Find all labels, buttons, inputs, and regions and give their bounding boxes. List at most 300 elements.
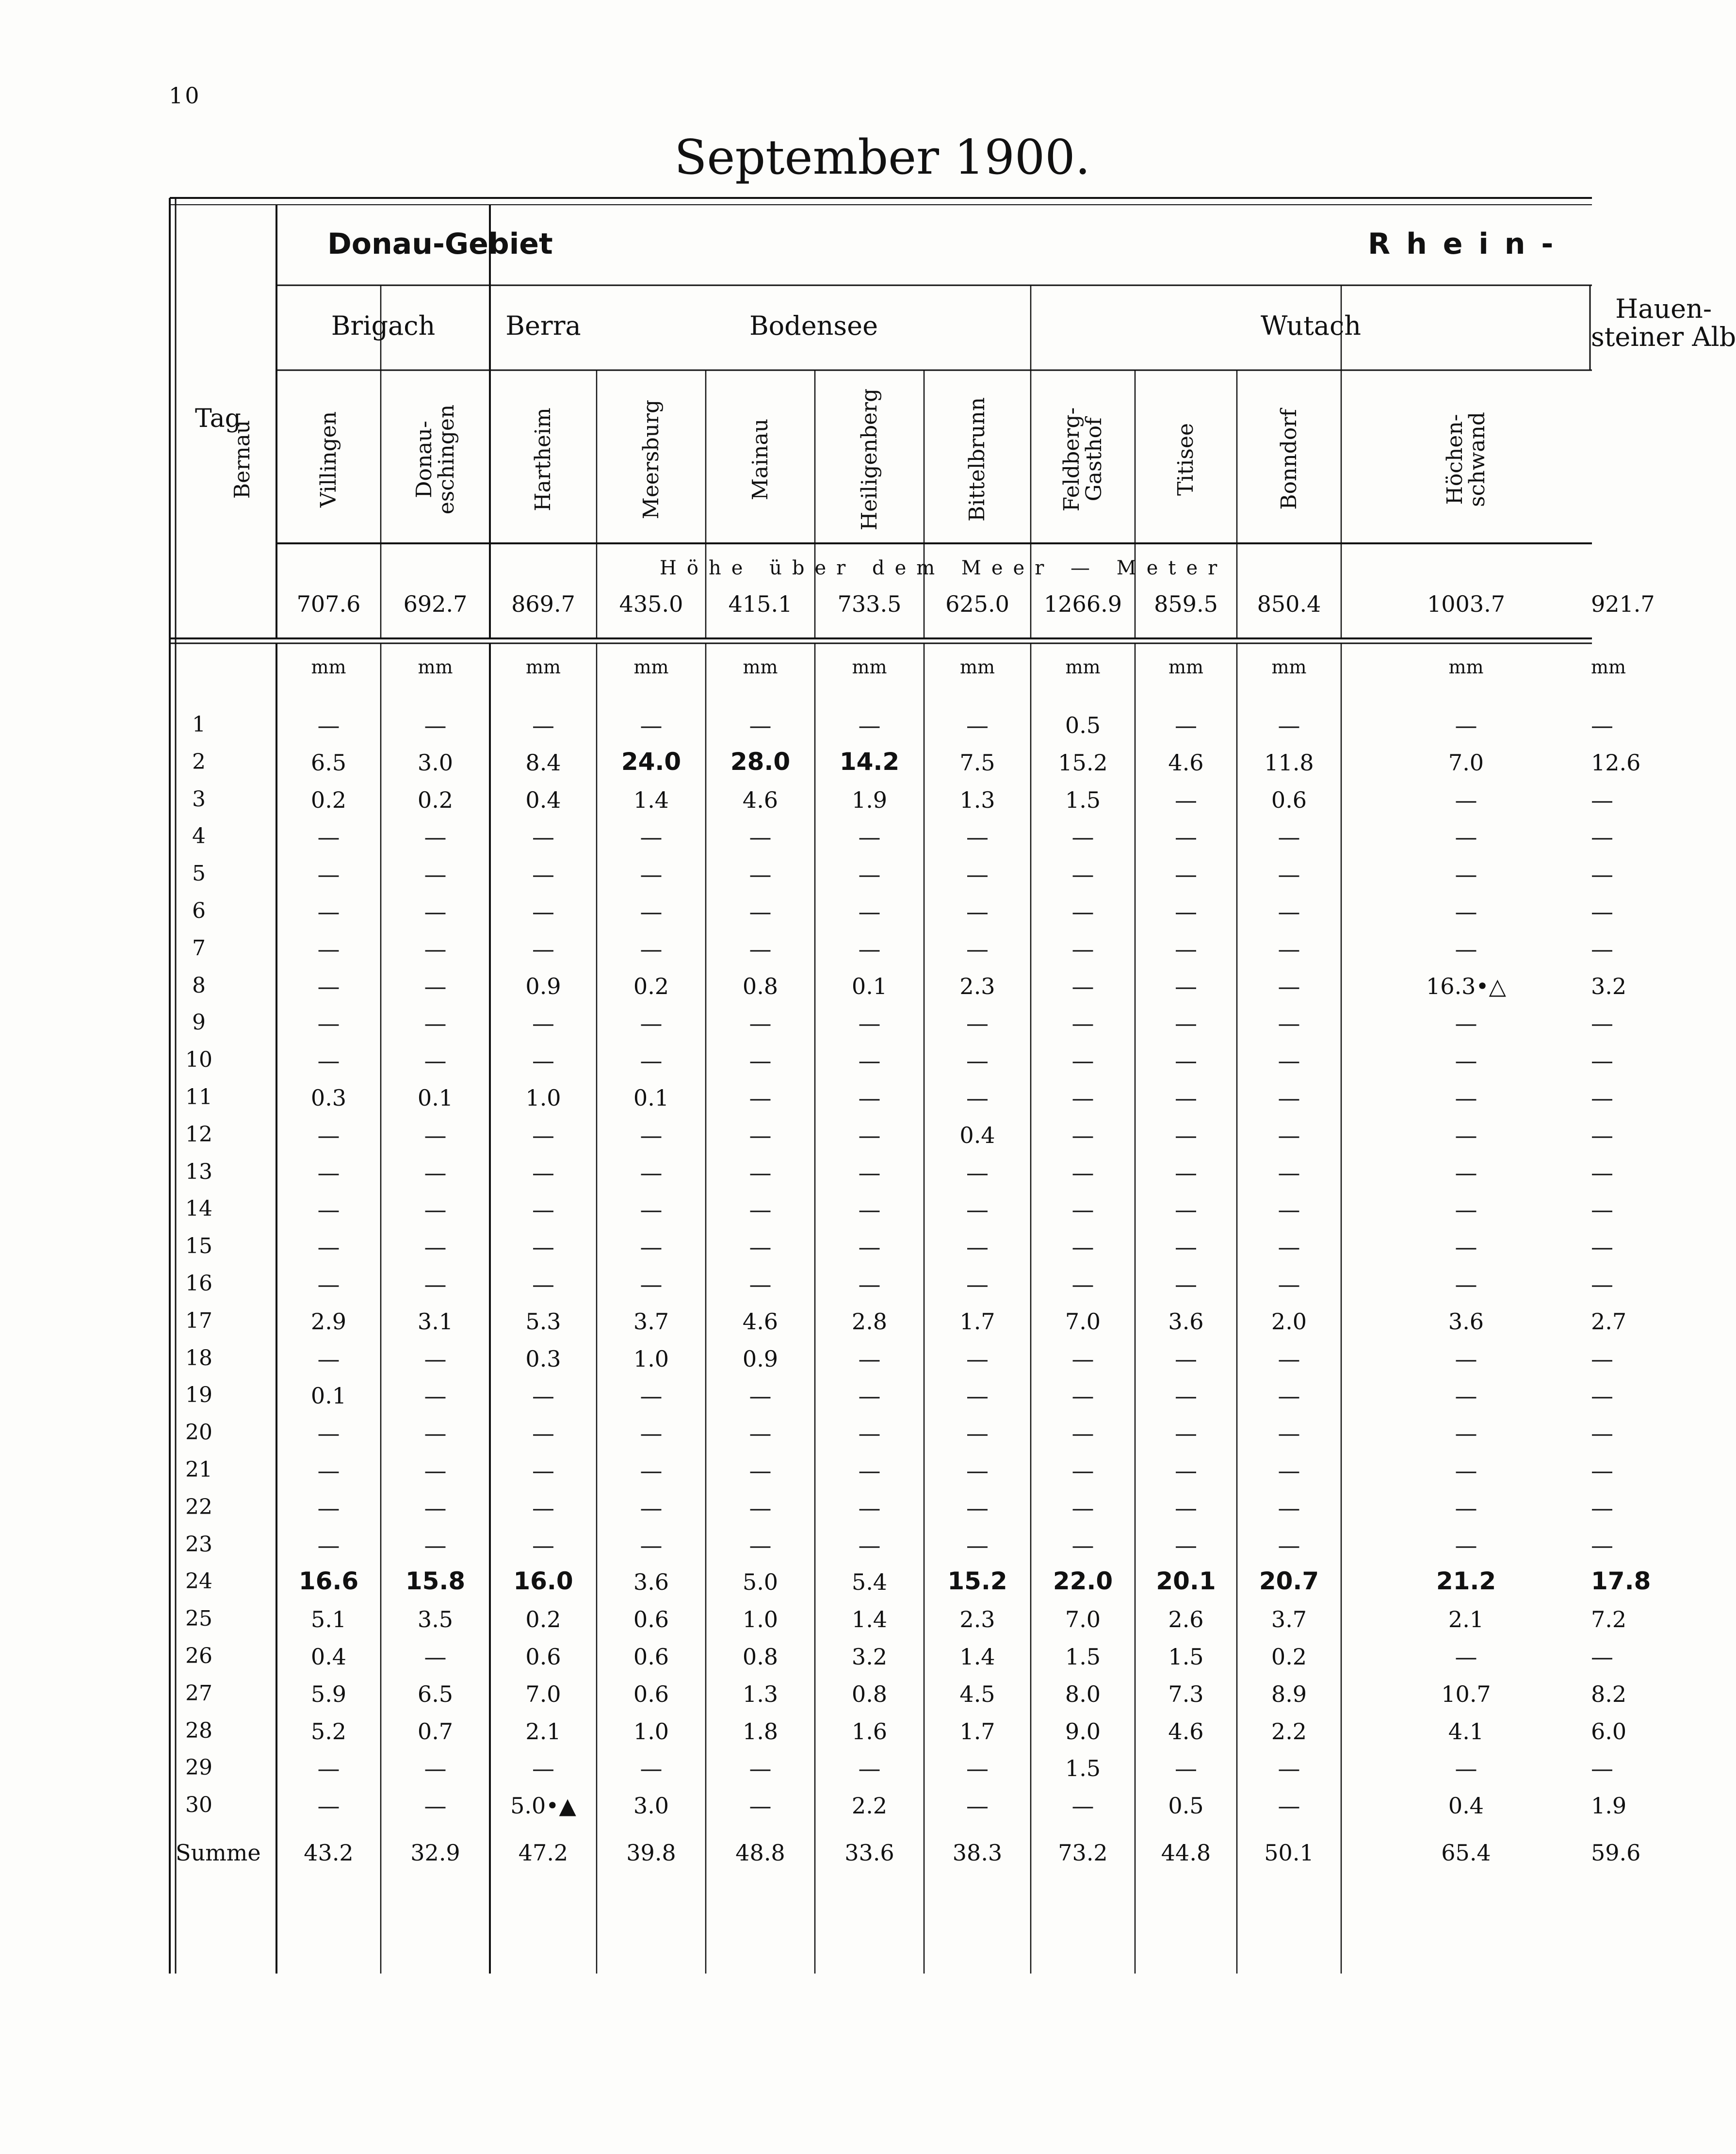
unit-label: mm <box>959 656 995 678</box>
table-cell: 7.0 <box>1065 1308 1101 1335</box>
table-cell: — <box>1455 1122 1477 1148</box>
table-cell: 0.8 <box>851 1681 888 1707</box>
station-elevation: 869.7 <box>511 591 575 617</box>
table-cell: — <box>749 1532 772 1558</box>
summe-value: 32.9 <box>410 1840 460 1866</box>
table-cell: 0.5 <box>1168 1793 1204 1819</box>
group-rhein: R h e i n - <box>1368 227 1557 261</box>
unit-label: mm <box>852 656 887 678</box>
day-label: 5 <box>192 861 206 886</box>
table-cell: — <box>1278 1047 1300 1074</box>
station-elevation: 850.4 <box>1257 591 1321 617</box>
table-cell: — <box>640 861 663 888</box>
table-cell: 0.2 <box>525 1606 561 1633</box>
table-cell: — <box>424 1010 447 1037</box>
table-cell: 0.4 <box>1448 1793 1484 1819</box>
river-header: Berra <box>505 310 581 341</box>
table-cell: — <box>966 1159 989 1186</box>
table-cell: 3.6 <box>1448 1308 1484 1335</box>
table-cell: — <box>1455 898 1477 925</box>
table-cell: — <box>749 1196 772 1223</box>
table-cell: 0.1 <box>310 1383 347 1409</box>
table-cell: 2.1 <box>1448 1606 1484 1633</box>
table-cell: 7.0 <box>525 1681 561 1707</box>
table-cell: — <box>1591 1159 1613 1186</box>
table-cell: — <box>966 1047 989 1074</box>
day-label: 14 <box>185 1196 212 1222</box>
table-cell: — <box>1591 1010 1613 1037</box>
day-label: 21 <box>185 1457 212 1482</box>
table-cell: 0.1 <box>417 1085 454 1111</box>
station-elevation: 435.0 <box>619 591 683 617</box>
table-cell: — <box>532 1234 554 1260</box>
station-header: Höchen- schwand <box>1442 411 1490 507</box>
table-cell: 1.4 <box>851 1606 888 1633</box>
table-cell: — <box>424 1383 447 1409</box>
table-cell: — <box>640 1010 663 1037</box>
table-cell: 17.8 <box>1591 1567 1651 1596</box>
table-cell: — <box>1455 1494 1477 1521</box>
table-cell: — <box>424 973 447 999</box>
table-cell: — <box>1278 1457 1300 1484</box>
table-cell: — <box>317 1494 340 1521</box>
day-label: 13 <box>185 1159 212 1184</box>
table-cell: 0.4 <box>959 1122 995 1148</box>
unit-label: mm <box>418 656 453 678</box>
summe-label: Summe <box>176 1840 261 1866</box>
table-cell: — <box>640 898 663 925</box>
table-cell: — <box>1455 712 1477 738</box>
table-cell: — <box>424 1345 447 1372</box>
table-cell: — <box>749 1234 772 1260</box>
station-header: Mainau <box>747 418 773 500</box>
table-cell: — <box>749 935 772 962</box>
table-cell: — <box>1455 1271 1477 1297</box>
table-cell: 0.1 <box>633 1085 669 1111</box>
day-label: 24 <box>185 1569 212 1594</box>
table-cell: — <box>1175 1532 1197 1558</box>
table-cell: — <box>749 1159 772 1186</box>
table-cell: — <box>858 935 881 962</box>
table-cell: — <box>1278 1383 1300 1409</box>
table-cell: — <box>1591 1644 1613 1670</box>
table-cell: — <box>1071 1271 1094 1297</box>
table-cell: 4.6 <box>1168 1718 1204 1745</box>
table-cell: — <box>1591 1532 1613 1558</box>
table-cell: 2.9 <box>310 1308 347 1335</box>
table-cell: — <box>1175 1755 1197 1782</box>
table-cell: — <box>1455 824 1477 850</box>
table-cell: 0.8 <box>742 1644 779 1670</box>
table-cell: — <box>640 1122 663 1148</box>
day-label: 12 <box>185 1122 212 1147</box>
table-cell: — <box>1591 1271 1613 1297</box>
table-cell: — <box>424 1122 447 1148</box>
table-cell: 1.7 <box>959 1718 995 1745</box>
table-cell: — <box>1591 1234 1613 1260</box>
table-cell: — <box>424 1271 447 1297</box>
table-cell: — <box>424 1532 447 1558</box>
table-cell: 12.6 <box>1591 749 1641 776</box>
table-cell: 16.6 <box>298 1567 359 1596</box>
table-cell: — <box>749 1122 772 1148</box>
unit-label: mm <box>311 656 346 678</box>
table-cell: 5.0 <box>742 1569 779 1596</box>
table-cell: — <box>532 1420 554 1447</box>
table-cell: — <box>1175 973 1197 999</box>
table-cell: 0.6 <box>1271 786 1307 813</box>
table-cell: — <box>532 1755 554 1782</box>
station-header: Feldberg- Gasthof <box>1059 407 1106 511</box>
table-cell: — <box>532 898 554 925</box>
table-cell: — <box>1591 1383 1613 1409</box>
table-cell: — <box>1278 1196 1300 1223</box>
group-donau-gebiet: Donau-Gebiet <box>327 227 553 261</box>
day-label: 28 <box>185 1718 212 1743</box>
table-cell: — <box>1591 1420 1613 1447</box>
table-cell: — <box>1455 1420 1477 1447</box>
day-label: 6 <box>192 898 206 923</box>
summe-value: 39.8 <box>626 1840 676 1866</box>
table-cell: — <box>749 1755 772 1782</box>
unit-label: mm <box>1271 656 1307 678</box>
table-cell: — <box>1175 898 1197 925</box>
table-cell: — <box>966 1196 989 1223</box>
table-cell: 2.2 <box>1271 1718 1307 1745</box>
table-cell: 6.5 <box>310 749 347 776</box>
table-cell: — <box>317 1457 340 1484</box>
table-cell: — <box>858 861 881 888</box>
table-cell: — <box>424 1494 447 1521</box>
table-cell: 0.2 <box>1271 1644 1307 1670</box>
table-cell: — <box>1175 786 1197 813</box>
table-cell: — <box>966 1755 989 1782</box>
table-cell: — <box>1455 935 1477 962</box>
table-cell: — <box>1175 712 1197 738</box>
table-cell: — <box>1278 1755 1300 1782</box>
table-cell: 8.4 <box>525 749 561 776</box>
table-cell: 1.9 <box>851 786 888 813</box>
table-cell: — <box>1278 861 1300 888</box>
table-cell: — <box>749 1085 772 1111</box>
table-cell: — <box>424 1420 447 1447</box>
station-elevation: 921.7 <box>1591 591 1655 617</box>
table-cell: 2.6 <box>1168 1606 1204 1633</box>
table-cell: — <box>749 1457 772 1484</box>
table-cell: 0.4 <box>525 786 561 813</box>
table-cell: 1.8 <box>742 1718 779 1745</box>
hoehe-caption: Höhe über dem Meer — Meter <box>660 557 1228 579</box>
table-cell: — <box>532 712 554 738</box>
table-cell: — <box>317 1345 340 1372</box>
table-cell: — <box>532 1047 554 1074</box>
table-cell: — <box>1278 1159 1300 1186</box>
day-label: 17 <box>185 1308 212 1333</box>
table-cell: 21.2 <box>1436 1567 1496 1596</box>
table-cell: — <box>1455 1532 1477 1558</box>
summe-value: 73.2 <box>1058 1840 1108 1866</box>
table-cell: — <box>858 712 881 738</box>
table-cell: — <box>966 1085 989 1111</box>
table-cell: 7.2 <box>1591 1606 1627 1633</box>
table-cell: 4.6 <box>742 786 779 813</box>
table-cell: — <box>532 1532 554 1558</box>
unit-label: mm <box>633 656 669 678</box>
table-cell: — <box>1455 1383 1477 1409</box>
table-cell: — <box>858 1196 881 1223</box>
table-cell: — <box>966 1457 989 1484</box>
table-cell: — <box>1071 1345 1094 1372</box>
table-cell: — <box>1591 1085 1613 1111</box>
table-cell: — <box>1071 1085 1094 1111</box>
table-cell: 9.0 <box>1065 1718 1101 1745</box>
table-cell: 0.1 <box>851 973 888 999</box>
table-cell: — <box>317 935 340 962</box>
table-cell: 0.6 <box>633 1681 669 1707</box>
table-cell: — <box>966 861 989 888</box>
summe-value: 44.8 <box>1161 1840 1211 1866</box>
table-cell: 4.5 <box>959 1681 995 1707</box>
table-cell: 0.8 <box>742 973 779 999</box>
table-cell: 1.4 <box>959 1644 995 1670</box>
station-header: Bernau <box>230 420 255 499</box>
table-cell: — <box>317 861 340 888</box>
table-cell: 3.1 <box>417 1308 454 1335</box>
table-cell: — <box>1071 898 1094 925</box>
table-cell: — <box>1278 1085 1300 1111</box>
table-cell: — <box>1455 1010 1477 1037</box>
table-cell: 2.8 <box>851 1308 888 1335</box>
table-cell: — <box>1278 898 1300 925</box>
station-header: Hartheim <box>531 407 555 511</box>
table-cell: 1.6 <box>851 1718 888 1745</box>
table-cell: — <box>1071 1122 1094 1148</box>
table-cell: — <box>640 1271 663 1297</box>
table-cell: — <box>1278 1420 1300 1447</box>
station-elevation: 1266.9 <box>1044 591 1122 617</box>
table-cell: — <box>1175 935 1197 962</box>
table-cell: 0.6 <box>633 1644 669 1670</box>
day-label: 19 <box>185 1383 212 1408</box>
table-cell: — <box>424 861 447 888</box>
day-label: 30 <box>185 1793 212 1818</box>
station-header: Bonndorf <box>1276 408 1301 510</box>
table-cell: 15.2 <box>947 1567 1007 1596</box>
table-cell: 1.0 <box>742 1606 779 1633</box>
table-cell: — <box>1175 1234 1197 1260</box>
table-cell: — <box>424 898 447 925</box>
table-cell: — <box>1175 1122 1197 1148</box>
table-cell: — <box>1591 861 1613 888</box>
table-cell: — <box>1175 1047 1197 1074</box>
table-cell: — <box>749 1010 772 1037</box>
table-cell: — <box>966 1420 989 1447</box>
table-cell: — <box>1455 1159 1477 1186</box>
table-cell: — <box>317 1532 340 1558</box>
table-cell: 24.0 <box>621 747 681 776</box>
table-cell: 5.3 <box>525 1308 561 1335</box>
station-elevation: 859.5 <box>1154 591 1218 617</box>
station-elevation: 1003.7 <box>1427 591 1505 617</box>
station-elevation: 733.5 <box>837 591 902 617</box>
table-cell: — <box>858 1271 881 1297</box>
table-cell: — <box>966 1234 989 1260</box>
table-cell: — <box>1175 1085 1197 1111</box>
table-cell: — <box>1071 1010 1094 1037</box>
day-label: 18 <box>185 1345 212 1371</box>
table-cell: — <box>424 935 447 962</box>
table-cell: — <box>424 1793 447 1819</box>
table-cell: 8.0 <box>1065 1681 1101 1707</box>
table-cell: 5.9 <box>310 1681 347 1707</box>
table-cell: — <box>749 1420 772 1447</box>
table-cell: — <box>1278 1793 1300 1819</box>
summe-value: 65.4 <box>1441 1840 1491 1866</box>
day-label: 29 <box>185 1755 212 1780</box>
precipitation-table <box>165 198 1736 1974</box>
table-cell: — <box>317 1122 340 1148</box>
table-cell: — <box>858 1457 881 1484</box>
table-cell: — <box>1175 1345 1197 1372</box>
table-cell: — <box>532 861 554 888</box>
table-cell: — <box>1278 1532 1300 1558</box>
table-cell: 1.0 <box>633 1345 669 1372</box>
table-cell: — <box>317 1010 340 1037</box>
table-cell: — <box>966 1494 989 1521</box>
station-elevation: 692.7 <box>403 591 468 617</box>
day-label: 25 <box>185 1606 212 1632</box>
table-cell: 10.7 <box>1441 1681 1491 1707</box>
table-cell: — <box>532 935 554 962</box>
table-cell: 15.8 <box>405 1567 466 1596</box>
table-cell: 0.2 <box>417 786 454 813</box>
table-cell: — <box>1455 786 1477 813</box>
table-cell: — <box>640 1457 663 1484</box>
table-cell: — <box>532 1457 554 1484</box>
table-cell: — <box>1591 1345 1613 1372</box>
table-cell: — <box>749 898 772 925</box>
table-cell: 6.0 <box>1591 1718 1627 1745</box>
table-cell: — <box>640 1234 663 1260</box>
day-label: 1 <box>192 712 206 737</box>
page-title: September 1900. <box>674 130 1090 185</box>
table-cell: — <box>966 712 989 738</box>
unit-label: mm <box>743 656 778 678</box>
table-cell: 20.7 <box>1259 1567 1319 1596</box>
table-cell: — <box>749 1047 772 1074</box>
table-cell: — <box>317 712 340 738</box>
table-cell: — <box>532 1383 554 1409</box>
day-label: 10 <box>185 1047 212 1073</box>
table-cell: 0.6 <box>525 1644 561 1670</box>
table-cell: — <box>1175 861 1197 888</box>
table-cell: 7.0 <box>1448 749 1484 776</box>
summe-value: 59.6 <box>1591 1840 1641 1866</box>
table-cell: — <box>749 1383 772 1409</box>
table-cell: — <box>858 1010 881 1037</box>
table-cell: — <box>1591 824 1613 850</box>
table-cell: 5.4 <box>851 1569 888 1596</box>
table-cell: 2.2 <box>851 1793 888 1819</box>
table-cell: — <box>317 1271 340 1297</box>
table-cell: — <box>858 1755 881 1782</box>
summe-value: 48.8 <box>735 1840 785 1866</box>
table-cell: 3.0 <box>417 749 454 776</box>
day-label: 11 <box>185 1085 212 1110</box>
table-cell: — <box>424 1234 447 1260</box>
table-cell: — <box>858 1122 881 1148</box>
table-cell: — <box>317 898 340 925</box>
unit-label: mm <box>1065 656 1101 678</box>
table-cell: 0.4 <box>310 1644 347 1670</box>
table-cell: 5.2 <box>310 1718 347 1745</box>
station-header: Heiligenberg <box>857 388 882 530</box>
table-cell: — <box>1455 1085 1477 1111</box>
table-cell: 20.1 <box>1156 1567 1216 1596</box>
day-label: 4 <box>192 824 206 849</box>
table-cell: — <box>1278 1234 1300 1260</box>
table-cell: 15.2 <box>1058 749 1108 776</box>
table-cell: — <box>1455 1755 1477 1782</box>
table-cell: — <box>640 1755 663 1782</box>
table-cell: — <box>1175 1159 1197 1186</box>
summe-value: 50.1 <box>1264 1840 1314 1866</box>
table-cell: — <box>858 1047 881 1074</box>
table-cell: — <box>1175 1420 1197 1447</box>
table-cell: 16.0 <box>513 1567 573 1596</box>
table-cell: — <box>1071 1457 1094 1484</box>
station-elevation: 707.6 <box>296 591 361 617</box>
table-cell: 1.3 <box>959 786 995 813</box>
day-label: 26 <box>185 1644 212 1668</box>
summe-value: 43.2 <box>304 1840 354 1866</box>
table-cell: — <box>1071 1532 1094 1558</box>
table-cell: — <box>1175 824 1197 850</box>
table-cell: — <box>532 1494 554 1521</box>
table-cell: — <box>532 824 554 850</box>
table-cell: — <box>749 712 772 738</box>
table-cell: — <box>749 1793 772 1819</box>
river-header: Brigach <box>331 310 436 341</box>
station-header: Villingen <box>316 411 341 507</box>
table-cell: 5.1 <box>310 1606 347 1633</box>
table-cell: 4.1 <box>1448 1718 1484 1745</box>
table-cell: — <box>966 824 989 850</box>
table-cell: — <box>640 1159 663 1186</box>
station-header: Donau- eschingen <box>411 404 459 514</box>
table-cell: 1.0 <box>525 1085 561 1111</box>
table-cell: — <box>532 1196 554 1223</box>
table-cell: 7.3 <box>1168 1681 1204 1707</box>
table-cell: 14.2 <box>839 747 900 776</box>
table-cell: — <box>1591 1755 1613 1782</box>
table-cell: — <box>749 1494 772 1521</box>
table-cell: — <box>317 1420 340 1447</box>
table-cell: 22.0 <box>1053 1567 1113 1596</box>
table-cell: — <box>1071 1234 1094 1260</box>
summe-value: 38.3 <box>952 1840 1003 1866</box>
station-header: Titisee <box>1173 423 1198 496</box>
table-cell: — <box>966 1793 989 1819</box>
table-cell: 1.5 <box>1065 1644 1101 1670</box>
table-cell: 3.5 <box>417 1606 454 1633</box>
table-cell: — <box>640 1196 663 1223</box>
table-cell: — <box>640 1383 663 1409</box>
station-elevation: 625.0 <box>945 591 1009 617</box>
table-cell: 3.6 <box>1168 1308 1204 1335</box>
table-cell: — <box>317 1047 340 1074</box>
table-cell: — <box>532 1010 554 1037</box>
